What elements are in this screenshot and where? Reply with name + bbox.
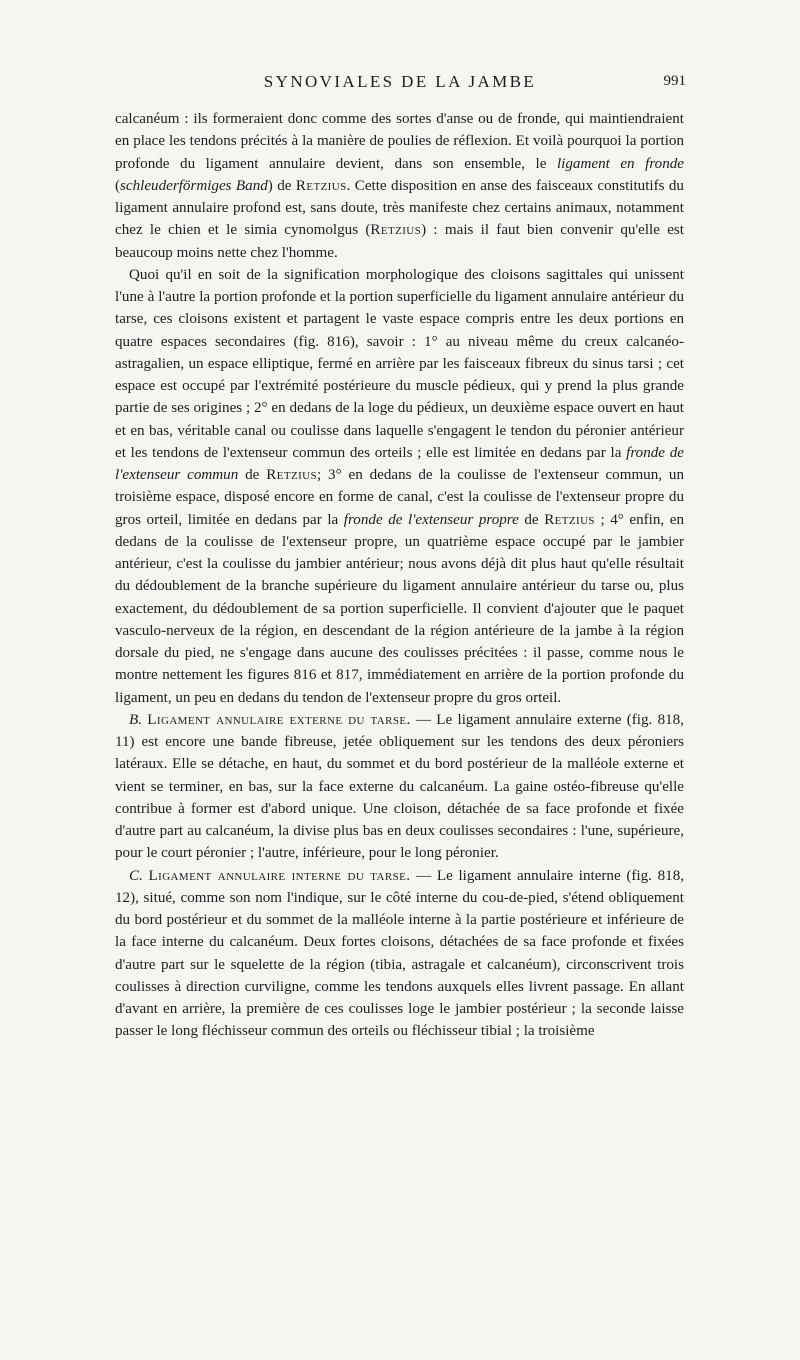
page-number: 991 xyxy=(663,73,686,89)
paragraph-cloisons-sagittales: Quoi qu'il en soit de la signification morphologique des cloisons sagittales qui unissent l'une à l'autre la portion profonde et la portion superficielle du ligament annulaire antérieur du tarse, ces cloisons existent et partagent le vaste espace compris entre les deux portions en quatre espaces secondaires (fig. 816), savoir : 1° au niveau même du creux calcanéo-astragalien, un espace elliptique, fermé en arrière par les faisceaux fibreux du sinus tarsi ; cet espace est occupé par l'extrémité postérieure du muscle pédieux, qui y prend la plus grande partie de ses origines ; 2° en dedans de la loge du pédieux, un deuxième espace ouvert en haut et en bas, véritable canal ou coulisse dans laquelle s'engagent le tendon du péronier antérieur et les tendons de l'extenseur commun des orteils ; elle est limitée en dedans par la fronde de l'extenseur commun de Retzius; 3° en dedans de la coulisse de l'extenseur commun, un troisième espace, disposé encore en forme de canal, c'est la coulisse de l'extenseur propre du gros orteil, limitée en dedans par la fronde de l'extenseur propre de Retzius ; 4° enfin, en dedans de la coulisse de l'extenseur propre, un quatrième espace occupé par le jambier antérieur, c'est la coulisse du jambier antérieur; nous avons déjà dit plus haut qu'elle résultait du dédoublement de la branche supérieure du ligament annulaire antérieur du tarse ou, plus exactement, du dédoublement de sa portion superficielle. Il convient d'ajouter que le paquet vasculo-nerveux de la région, en descendant de la région antérieure de la jambe à la région dorsale du pied, ne s'engage dans aucune des coulisses précitées : il passe, comme nous le montre nettement les figures 816 et 817, immédiatement en arrière de la portion profonde du ligament, un peu en dedans du tendon de l'extenseur propre du gros orteil. xyxy=(115,266,685,706)
term-fronde-extenseur-propre: fronde de l'extenseur propre xyxy=(343,511,519,528)
section-heading: Ligament annulaire interne du tarse. xyxy=(148,867,411,884)
section-ligament-annulaire-externe: B. Ligament annulaire externe du tarse. — Le ligament annulaire externe (fig. 818, 11) est encore une bande fibreuse, jetée obliquement sur les tendons des deux péroniers latéraux. Elle se détache, en haut, du sommet et du bord postérieur de la malléole externe et vient se terminer, en bas, sur la face externe du calcanéum. La gaine ostéo-fibreuse qu'elle contribue à former est d'abord unique. Une cloison, détachée de sa face profonde et fixée d'autre part au calcanéum, la divise plus bas en deux coulisses secondaires : l'une, supérieure, pour le court péronier ; l'autre, inférieure, pour le long péronier. xyxy=(115,711,684,862)
section-letter: C. xyxy=(129,867,143,884)
author-name: Retzius xyxy=(370,222,422,239)
term-schleuderformiges-band: schleuderförmiges Band xyxy=(120,177,268,194)
body-text xyxy=(115,108,684,1043)
section-letter: B. xyxy=(129,711,142,728)
page-header xyxy=(115,70,685,96)
paragraph-fronde-ligament: calcanéum : ils formeraient donc comme des sortes d'anse ou de fronde, qui maintiendraient en place les tendons précités à la manière de poulies de réflexion. Et voilà pourquoi la portion profonde du ligament annulaire devient, dans son ensemble, le ligament en fronde (schleuderförmiges Band) de Retzius. Cette disposition en anse des faisceaux constitutifs du ligament annulaire profond est, sans doute, très manifeste chez certains animaux, notamment chez le chien et le simia cynomolgus (Retzius) : mais il faut bien convenir qu'elle est beaucoup moins nette chez l'homme. xyxy=(115,111,684,261)
term-fronde-extenseur-commun: fronde de l'extenseur commun xyxy=(115,444,684,483)
running-title: SYNOVIALES DE LA JAMBE xyxy=(263,72,537,91)
section-heading: Ligament annulaire externe du tarse. xyxy=(147,711,411,728)
author-name: Retzius xyxy=(544,511,595,528)
author-name: Retzius xyxy=(295,177,347,194)
term-ligament-en-fronde: ligament en fronde xyxy=(556,155,684,172)
section-ligament-annulaire-interne: C. Ligament annulaire interne du tarse. — Le ligament annulaire interne (fig. 818, 12), situé, comme son nom l'indique, sur le côté interne du cou-de-pied, s'étend obliquement du bord postérieur et du sommet de la malléole interne à la partie postérieure et inférieure de la face interne du calcanéum. Deux fortes cloisons, détachées de sa face profonde et fixées d'autre part sur le squelette de la région (tibia, astragale et calcanéum), circonscrivent trois coulisses à direction curviligne, comme les tendons auxquels elles livrent passage. En allant d'avant en arrière, la première de ces coulisses loge le jambier postérieur ; la seconde laisse passer le long fléchisseur commun des orteils ou fléchisseur tibial ; la troisième xyxy=(115,867,685,1040)
author-name: Retzius xyxy=(266,467,317,483)
